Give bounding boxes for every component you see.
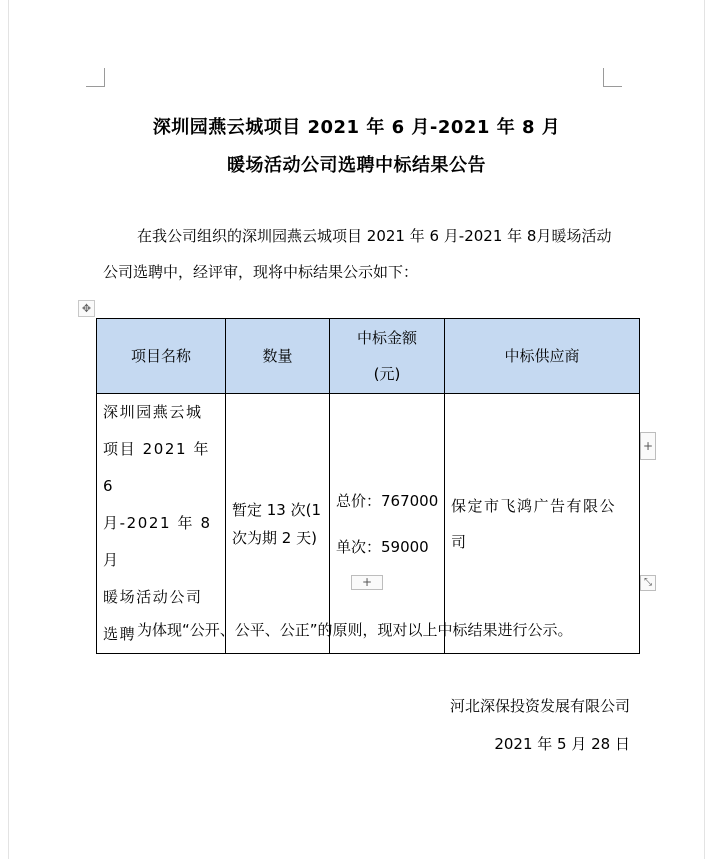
header-quantity: 数量 <box>226 319 330 394</box>
cell-amount[interactable] <box>330 394 445 654</box>
table-header-row <box>97 319 640 394</box>
cell-line: 暖场活动公司 <box>103 588 203 606</box>
intro-paragraph-line-1: 在我公司组织的深圳园燕云城项目 2021 年 6 月-2021 年 8月暖场活动 <box>137 227 612 245</box>
table-resize-icon[interactable]: ⤡ <box>640 575 656 591</box>
cell-line: 深圳园燕云城 <box>103 403 203 421</box>
header-amount <box>330 319 445 394</box>
cell-quantity[interactable] <box>226 394 330 654</box>
cell-line: 单次：59000 <box>336 537 429 556</box>
crop-mark-top-left <box>86 68 105 87</box>
results-table <box>96 318 640 654</box>
cell-line: 月-2021 年 8 月 <box>103 514 212 569</box>
cell-supplier[interactable] <box>445 394 640 654</box>
title-line-2: 暖场活动公司选聘中标结果公告 <box>227 155 486 176</box>
signature-date: 2021 年 5 月 28 日 <box>494 735 630 753</box>
header-amount-line-2: (元) <box>373 365 401 383</box>
cell-line: 司 <box>451 532 468 551</box>
cell-project-name[interactable] <box>97 394 226 654</box>
header-amount-line-1: 中标金额 <box>356 329 417 347</box>
title-line-1: 深圳园燕云城项目 2021 年 6 月-2021 年 8 月 <box>152 117 561 138</box>
cell-line: 次为期 2 天) <box>232 528 317 547</box>
header-supplier: 中标供应商 <box>445 319 640 394</box>
intro-paragraph-line-2: 公司选聘中，经评审，现将中标结果公示如下： <box>103 263 419 281</box>
company-signature: 河北深保投资发展有限公司 <box>449 697 630 715</box>
cell-line: 总价：767000 <box>336 491 439 510</box>
header-project-name: 项目名称 <box>97 319 226 394</box>
table-row <box>97 394 640 654</box>
cell-line: 选聘 <box>103 625 137 643</box>
cell-line: 保定市飞鸿广告有限公 <box>451 496 617 515</box>
cell-line: 暂定 13 次(1 <box>232 500 322 519</box>
crop-mark-top-right <box>603 68 622 87</box>
add-column-button[interactable]: + <box>640 432 656 460</box>
closing-paragraph: 为体现“公开、公平、公正”的原则，现对以上中标结果进行公示。 <box>137 621 573 639</box>
table-move-handle-icon[interactable]: ✥ <box>78 300 95 317</box>
add-row-button[interactable]: + <box>351 575 383 590</box>
cell-line: 项目 2021 年 6 <box>103 440 211 495</box>
